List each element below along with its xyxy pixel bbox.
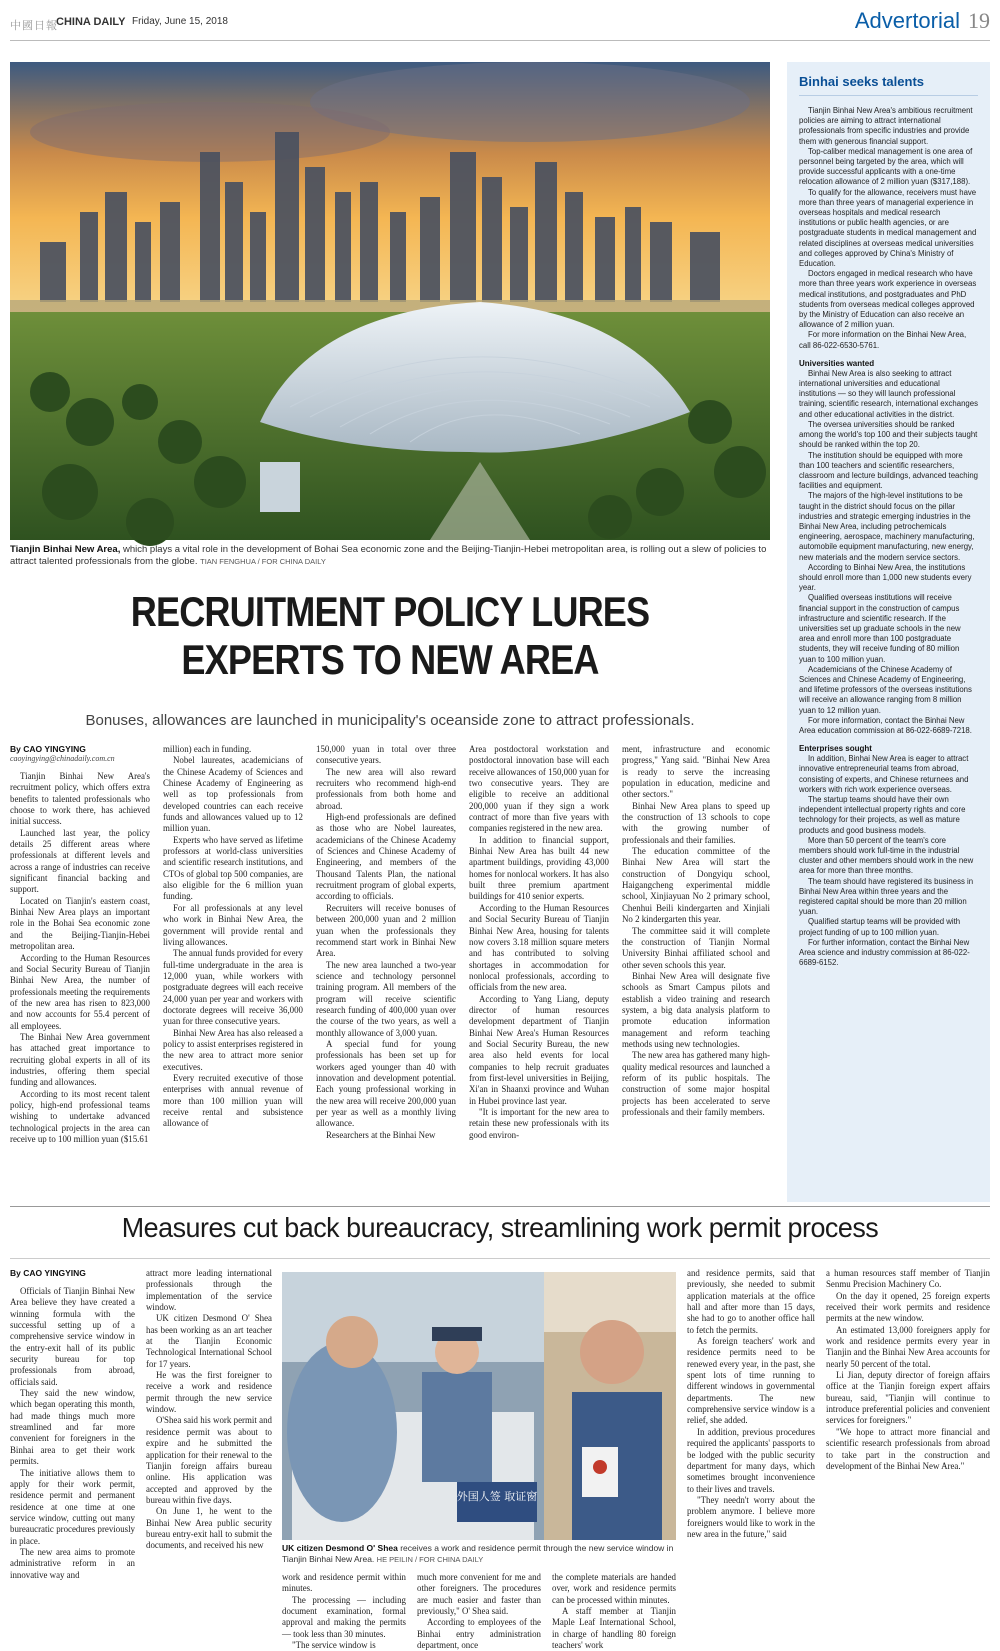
- article2-column: [552, 1572, 676, 1651]
- paragraph: Nobel laureates, academicians of the Chinese Academy of Sciences and Chinese Academy of Engineering as well as top professionals from developed countries can each receive funds and allowances valued up to 12 million yuan.: [163, 755, 303, 834]
- paragraph: In addition to financial support, Binhai New Area has built 44 new apartment buildings, providing 43,000 homes for nonlocal workers. It has also built three premium apartment buildings for 410 senior experts.: [469, 834, 609, 902]
- hero-caption-text: which plays a vital role in the development of Bohai Sea economic zone and the Beijing-Tianjin-Hebei metropolitan area, is rolling out a slew of policies to attract talented professionals from the globe.: [10, 544, 767, 567]
- article2-column: [417, 1572, 541, 1651]
- article-headline: [63, 588, 717, 684]
- issue-date: Friday, June 15, 2018: [132, 16, 228, 27]
- paragraph: Officials of Tianjin Binhai New Area believe they have created a winning formula with the successful setting up of a comprehensive service window in the entry-exit hall of its public security bureau for top professionals from abroad, officials said.: [10, 1286, 135, 1387]
- paragraph: attract more leading international professionals through the implementation of the service window.: [146, 1268, 272, 1313]
- sidebar-paragraph: Top-caliber medical management is one area of personnel being targeted by the area, which will provide successful applicants with a one-time relocation allowance of 2 million yuan ($317,188).: [799, 146, 973, 187]
- paragraph: A staff member at Tianjin Maple Leaf International School, in charge of handling 80 foreign teachers' work: [552, 1606, 676, 1651]
- paragraph: According to the Human Resources and Social Security Bureau of Tianjin Binhai New Area, the number of professionals meeting the requirements of the new area has risen to 823,000 and now accounts for 55.4 percent of all employees.: [10, 952, 150, 1031]
- article2-column: [10, 1268, 135, 1633]
- sidebar-paragraph: To qualify for the allowance, receivers must have more than three years of managerial experience in overseas hospitals and medical research institutions or public health agencies, or are postgraduate students in medical management and related disciplines at overseas medical universities and colleges approved by China's Ministry of Education.: [799, 187, 977, 269]
- paragraph: work and residence permit within minutes.: [282, 1572, 406, 1594]
- article2-column: [826, 1268, 990, 1633]
- section-label: Advertorial: [854, 8, 960, 33]
- paragraph: Experts who have served as lifetime professors at world-class universities and scientific research institutions, and CTOs of global top 500 companies, are also eligible for the 6 million yuan funding.: [163, 834, 303, 902]
- paragraph: "They needn't worry about the problem anymore. I believe more foreigners would like to work in the new area in the future," said: [687, 1494, 815, 1539]
- city-skyline-illustration: [10, 62, 770, 540]
- paragraph: "The service window is: [292, 1640, 376, 1651]
- paragraph: On the day it opened, 25 foreign experts received their work permits and residence permits at the new window.: [826, 1290, 990, 1324]
- paragraph: The processing — including document examination, formal approval and making the permits — took less than 30 minutes.: [282, 1594, 406, 1639]
- sidebar-paragraph: For more information on the Binhai New Area, call 86-022-6530-5761.: [799, 330, 967, 350]
- headline-underline: [10, 1258, 990, 1259]
- paragraph: a human resources staff member of Tianjin Senmu Precision Machinery Co.: [826, 1268, 990, 1290]
- paragraph: The new area will also reward recruiters who recommend high-end professionals from both home and abroad.: [316, 766, 456, 811]
- paragraph: Every recruited executive of those enterprises with annual revenue of more than 100 million yuan will receive rental and subsistence allowance of: [163, 1072, 303, 1129]
- paragraph: A special fund for young professionals has been set up for workers aged younger than 40 with innovation and development potential. Each young professional working in the new area will receive 200,000 yuan per year as well as a monthly living allowance.: [316, 1038, 456, 1129]
- paragraph: "It is important for the new area to retain these new professionals with its good environ-: [469, 1107, 609, 1140]
- sidebar-title: Binhai seeks talents: [799, 62, 978, 96]
- section-divider: [10, 1206, 990, 1207]
- newspaper-name: CHINA DAILY: [56, 16, 126, 28]
- paragraph: In addition, previous procedures required the applicants' passports to be lodged with the public security department for many days, which sometimes brought inconvenience to their lives and travels.: [687, 1426, 815, 1494]
- article2-column: [146, 1268, 272, 1633]
- paragraph: For all professionals at any level who work in Binhai New Area, the government will provide rental and living allowances.: [163, 902, 303, 947]
- paragraph: "We hope to attract more financial and scientific research professionals from abroad to take part in the construction and development of the Binhai New Area.": [826, 1426, 990, 1471]
- article-body: [10, 744, 770, 1196]
- paragraph: The Binhai New Area government has attached great importance to recruiting global experts in all of its industries, offering them special funding and allowances.: [10, 1031, 150, 1088]
- photo2-caption-text: receives a work and residence permit through the new service window in Tianjin Binhai New Area.: [282, 1543, 674, 1564]
- article-column: [622, 744, 770, 1196]
- paragraph: Binhai New Area plans to speed up the construction of 13 schools to cope with the growing number of professionals and their families.: [622, 800, 770, 845]
- masthead: [10, 8, 990, 40]
- sidebar-subheading: Enterprises sought: [799, 744, 872, 754]
- paragraph: According to the Human Resources and Social Security Bureau of Tianjin Binhai New Area, housing for talents now covers 3.18 million square meters and has contributed to solving shortages in accommodation for nonlocal professionals, according to officials from the new area.: [469, 902, 609, 993]
- paragraph: Researchers at the Binhai New: [326, 1129, 436, 1140]
- byline: By CAO YINGYING: [10, 1268, 86, 1278]
- paragraph: The education committee of the Binhai New Area will start the construction of Dongyiqu school, Haigangcheng experimental middle school, Xinjiayuan No 2 primary school, Chenhui Beili kindergarten and Xinjiali No 2 kindergarten this year.: [622, 846, 770, 925]
- paragraph: ment, infrastructure and economic progress," Yang said. "Binhai New Area is ready to serve the increasing population in education, medicine and other sectors.": [622, 744, 770, 800]
- article-column: [163, 744, 303, 1196]
- sidebar-paragraph: The oversea universities should be ranked among the world's top 100 and their subjects taught should be ranked within the top 20.: [799, 419, 978, 450]
- paragraph: On June 1, he went to the Binhai New Area public security bureau entry-exit hall to submit the documents, and received his new: [146, 1506, 272, 1551]
- paragraph: According to employees of the Binhai entry administration department, once: [417, 1617, 541, 1651]
- sidebar-paragraph: More than 50 percent of the team's core members should work full-time in the industrial cluster and other members should work in the new area for more than three months.: [799, 835, 974, 876]
- paragraph: Recruiters will receive bonuses of between 200,000 yuan and 2 million yuan when the professionals they recommend start work in Binhai New Area.: [316, 902, 456, 959]
- hero-photo: [10, 62, 770, 540]
- paragraph: According to its most recent talent policy, high-end professional teams wishing to undertake advanced technological projects in the area can receive up to 100 million yuan ($15.61: [10, 1088, 150, 1144]
- paragraph: O'Shea said his work permit and residence permit was about to expire and he submitted the application for their renewal to the Tianjin foreign affairs bureau online. His application was accepted and approved by the bureau within five days.: [146, 1415, 272, 1505]
- paragraph: the complete materials are handed over, work and residence permits can be processed within minutes.: [552, 1572, 676, 1605]
- paragraph: The new area launched a two-year science and technology personnel training program. All members of the program will receive scientific research funding of 400,000 yuan over the course of the two years, as well a monthly allowance of 3,000 yuan.: [316, 959, 456, 1038]
- paragraph: million) each in funding.: [163, 744, 252, 754]
- author-email: caoyingying@chinadaily.com.cn: [10, 754, 115, 763]
- paragraph: Binhai New Area has also released a policy to assist enterprises registered in the new area to attract more senior executives.: [163, 1027, 303, 1072]
- sidebar-paragraph: Qualified overseas institutions will receive financial support in the construction of campus infrastructure and scientific research. If the universities set up graduate schools in the new area and enroll more than 100 postgraduate students, they will receive funding of 80 million yuan to 100 million yuan.: [799, 593, 961, 664]
- hero-caption: [10, 544, 770, 568]
- paragraph: much more convenient for me and other foreigners. The procedures are much easier and faster than previously," O' Shea said.: [417, 1572, 541, 1617]
- paragraph: UK citizen Desmond O' Shea has been working as an art teacher at the Tianjin Economic Technological International School for 17 years.: [146, 1313, 272, 1369]
- paragraph: The new area has gathered many high-quality medical resources and launched a reform of its public hospitals. The construction of some major hospital projects has been accelerated to serve professionals and their family members.: [622, 1050, 770, 1117]
- newspaper-logo: 中國日報: [10, 19, 58, 32]
- article-column: [10, 744, 150, 1196]
- hero-photo-credit: TIAN FENGHUA / FOR CHINA DAILY: [200, 557, 326, 566]
- masthead-rule: [10, 40, 990, 41]
- paragraph: High-end professionals are defined as those who are Nobel laureates, academicians of the Chinese Academy of Sciences and Chinese Academy of Engineering, and members of the Thousand Talents Plan, the national recruitment program of global experts, according to officials.: [316, 812, 456, 902]
- paragraph: 150,000 yuan in total over three consecutive years.: [316, 744, 456, 766]
- sidebar-paragraph: For more information, contact the Binhai New Area education commission at 86-022-6689-7218.: [799, 715, 972, 735]
- page-number: 19: [968, 8, 990, 33]
- photo2-credit: HE PEILIN / FOR CHINA DAILY: [376, 1555, 484, 1564]
- sidebar-paragraph: Academicians of the Chinese Academy of Sciences and Chinese Academy of Engineering, and lifetime professors of the overseas institutions will receive an allowance ranging from 8 million yuan to 12 million yuan.: [799, 664, 972, 715]
- sidebar-paragraph: According to Binhai New Area, the institutions should enroll more than 1,000 new students every year.: [799, 562, 972, 593]
- sidebar-paragraph: The team should have registered its business in Binhai New Area within three years and the registered capital should be more than 20 million yuan.: [799, 876, 974, 917]
- paragraph: He was the first foreigner to receive a work and residence permit through the new service window.: [146, 1370, 272, 1415]
- paragraph: Binhai New Area will designate five schools as Smart Campus pilots and establish a video training and research system, a big data analysis platform to promote education information management and reform teaching methods using new technologies.: [622, 970, 770, 1049]
- sidebar-box: [787, 62, 990, 1202]
- service-window-photo: [282, 1272, 676, 1540]
- article2-column: [282, 1572, 406, 1651]
- paragraph: Launched last year, the policy details 25 different areas where professionals at different levels and across a range of industries can receive significant financial backing and support.: [10, 827, 150, 895]
- article-column: [469, 744, 609, 1196]
- sidebar-paragraph: The startup teams should have their own independent intellectual property rights and core technology for their projects, as well as mature products and good business models.: [799, 795, 966, 835]
- article-column: [316, 744, 456, 1196]
- photo2-caption-lead: UK citizen Desmond O' Shea: [282, 1543, 398, 1553]
- paragraph: As foreign teachers' work and residence permits need to be renewed every year, in the past, she spent lots of time running to different windows in governmental departments. The new comprehensive service window is a relief, she added.: [687, 1336, 815, 1426]
- sidebar-paragraph: In addition, Binhai New Area is eager to attract innovative entrepreneurial teams from abroad, consisting of experts, and Chinese returnees and workers with rich work experience overseas.: [799, 754, 969, 794]
- paragraph: Tianjin Binhai New Area's recruitment policy, which offers extra benefits to talented professionals who choose to work there, has achieved initial success.: [10, 771, 150, 827]
- window-sign-text: 外国人签 取证窗: [456, 1490, 538, 1503]
- paragraph: An estimated 13,000 foreigners apply for work and residence permits every year in Tianjin and the Binhai New Area accounts for nearly 50 percent of the total.: [826, 1324, 990, 1369]
- sidebar-subheading: Universities wanted: [799, 358, 875, 368]
- sidebar-paragraph: Qualified startup teams will be provided with project funding of up to 100 million yuan.: [799, 917, 961, 937]
- paragraph: According to Yang Liang, deputy director of human resources development department of Tianjin Binhai New Area's Human Resources and Social Security Bureau, the new area also held events for local companies to help recruit graduates from first-level universities in Beijing, Xi'an in Shaanxi province and Wuhan in Hubei province last year.: [469, 993, 609, 1106]
- hero-caption-lead: Tianjin Binhai New Area,: [10, 544, 121, 555]
- article2-headline: Measures cut back bureaucracy, streamlining work permit process: [121, 1212, 879, 1243]
- paragraph: Li Jian, deputy director of foreign affairs office at the Tianjin foreign expert affairs bureau, said, "Tianjin will continue to introduce preferential policies and convenient services for foreigners.": [826, 1370, 990, 1426]
- paragraph: Area postdoctoral workstation and postdoctoral innovation base will each receive allowances of 150,000 yuan for two consecutive years. They are eligible to receive an additional 200,000 yuan if they sign a work contract of more than five years with companies registered in the new area.: [469, 744, 609, 834]
- photo2-caption: [282, 1543, 676, 1565]
- article2-column: [687, 1268, 815, 1633]
- headline-line-1: RECRUITMENT POLICY LURES: [130, 588, 650, 635]
- byline: By CAO YINGYING: [10, 744, 86, 754]
- paragraph: The committee said it will complete the construction of Tianjin Normal University Binhai affiliated school and other seven schools this year.: [622, 925, 770, 970]
- sidebar-paragraph: The majors of the high-level institutions to be taught in the district should focus on the pillar industries and strategic emerging industries in the Binhai New Area, including petrochemicals engineering, aerospace, machinery manufacturing, automobile equipment manufacturing, new energy, new materials and the modern service sectors.: [799, 491, 975, 562]
- article-deck: Bonuses, allowances are launched in municipality's oceanside zone to attract professionals.: [85, 712, 695, 729]
- paragraph: The new area aims to promote administrative reform in an innovative way and: [10, 1546, 135, 1580]
- sidebar-paragraph: For further information, contact the Binhai New Area science and industry commission at 86-022-6689-6152.: [799, 937, 970, 968]
- sidebar-paragraph: The institution should be equipped with more than 100 teachers and scientific researchers, classroom and lecture buildings, advanced teaching facilities and equipment.: [799, 450, 979, 491]
- paragraph: The annual funds provided for every full-time undergraduate in the area is 12,000 yuan, while workers with postgraduate degrees will each receive 24,000 yuan per year and workers with doctorate degrees will receive 36,000 yuan for three consecutive years.: [163, 948, 303, 1027]
- sidebar-paragraph: Doctors engaged in medical research who have more than three years work experience in overseas medical institutions, and postgraduates and PhD students from overseas medical colleges approved by the Ministry of Education can also receive an allowance of 2 million yuan.: [799, 269, 977, 330]
- paragraph: The initiative allows them to apply for their work permit, residence permit and permanent residence at one time at one service window, cutting out many bureaucratic procedures previously in place.: [10, 1467, 135, 1546]
- paragraph: and residence permits, said that previously, she needed to submit application materials at the office hall and after more than 15 days, she had to go to another office hall to fetch the permits.: [687, 1268, 815, 1335]
- sidebar-paragraph: Binhai New Area is also seeking to attract international universities and educational institutions — so they will launch professional training, scientific research, international exchanges and other educational activities in the district.: [799, 368, 978, 419]
- paragraph: Located on Tianjin's eastern coast, Binhai New Area plays an important role in the Bohai Sea economic zone and the Beijing-Tianjin-Hebei metropolitan area.: [10, 895, 150, 952]
- paragraph: They said the new window, which began operating this month, had made things much more streamlined and far more convenient for foreigners in the Binhai area to get their work permits.: [10, 1388, 135, 1467]
- service-window-illustration: [282, 1272, 676, 1540]
- sidebar-paragraph: Tianjin Binhai New Area's ambitious recruitment policies are aiming to attract international professionals from specific industries and provide them with generous financial support.: [799, 106, 973, 146]
- headline-line-2: EXPERTS TO NEW AREA: [181, 636, 599, 683]
